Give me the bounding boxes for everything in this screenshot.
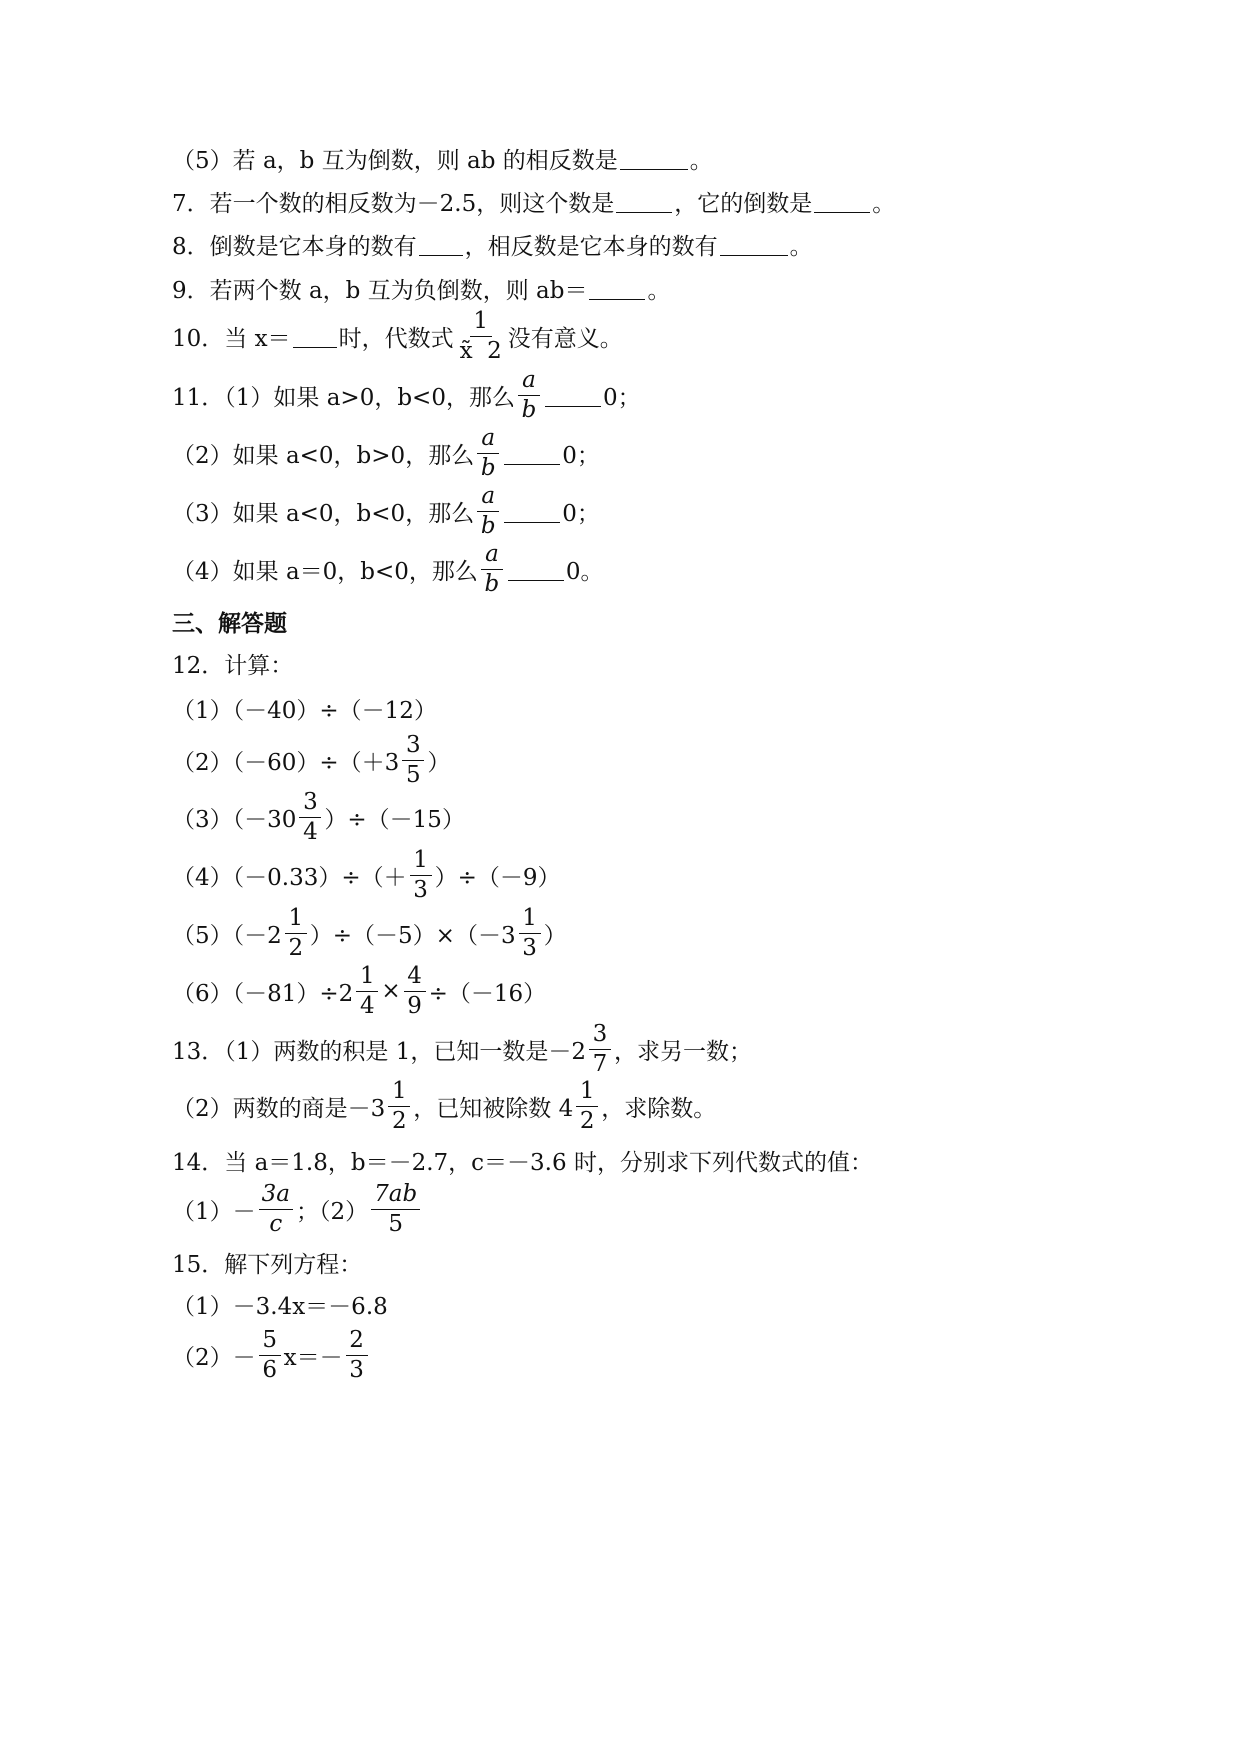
question-10: 10．当 x＝ 时，代数式 $\frac{1}{x̃ 2}$ 没有意义。	[172, 307, 623, 364]
answer-blank	[616, 190, 672, 213]
question-9: 9．若两个数 a，b 互为负倒数，则 ab＝ 。	[172, 277, 671, 304]
question-12-5: （5）（－2 $\frac{1}{2}$ ）÷（－5）×（－3 $\frac{1}{3}$ ）	[172, 904, 567, 961]
fraction: $\frac{a}{b}$	[481, 543, 503, 596]
answer-blank	[720, 233, 788, 256]
question-11-3: （3）如果 a<0，b<0，那么 $\frac{a}{b}$ 0；	[172, 482, 600, 539]
fraction: $\frac{1}{3}$	[410, 849, 432, 902]
answer-blank	[620, 147, 688, 170]
question-12-3: （3）（－30 $\frac{3}{4}$ ）÷（－15）	[172, 788, 465, 845]
fraction: $\frac{3}{7}$	[589, 1023, 611, 1076]
fraction: $\frac{3a}{c}$	[259, 1183, 293, 1236]
question-6-5: （5）若 a，b 互为倒数，则 ab 的相反数是 。	[172, 147, 713, 174]
answer-blank	[589, 277, 645, 300]
fraction: $\frac{a}{b}$	[518, 369, 540, 422]
fraction: $\frac{2}{3}$	[346, 1329, 368, 1382]
question-11-4: （4）如果 a＝0，b<0，那么 $\frac{a}{b}$ 0。	[172, 540, 604, 597]
section-heading: 三、解答题	[172, 610, 287, 637]
fraction: $\frac{4}{9}$	[404, 965, 426, 1018]
answer-blank	[508, 558, 564, 581]
fraction: $\frac{5}{6}$	[259, 1329, 281, 1382]
answer-blank	[545, 384, 601, 407]
fraction: $\frac{1}{2}$	[285, 907, 307, 960]
question-7: 7．若一个数的相反数为－2.5，则这个数是 ，它的倒数是 。	[172, 190, 896, 217]
question-12-1: （1）（－40）÷（－12）	[172, 697, 437, 724]
fraction: $\frac{7ab}{5}$	[371, 1183, 420, 1236]
question-15-1: （1）－3.4x＝－6.8	[172, 1293, 388, 1320]
question-13-2: （2）两数的商是－3 $\frac{1}{2}$ ，已知被除数 4 $\frac{1}{2}$ ，求除数。	[172, 1077, 717, 1134]
answer-blank	[419, 233, 463, 256]
fraction: $\frac{a}{b}$	[477, 485, 499, 538]
answer-blank	[504, 500, 560, 523]
answer-blank	[814, 190, 870, 213]
question-15-2: （2）－ $\frac{5}{6}$ x＝－ $\frac{2}{3}$	[172, 1325, 371, 1385]
question-11-2: （2）如果 a<0，b>0，那么 $\frac{a}{b}$ 0；	[172, 424, 600, 481]
fraction: $\frac{1}{2}$	[576, 1080, 598, 1133]
fraction: $\frac{1}{x̃ 2}$	[459, 307, 502, 364]
question-13-1: 13．（1）两数的积是 1，已知一数是－2 $\frac{3}{7}$ ，求另一数；	[172, 1020, 752, 1077]
question-11-1: 11．（1）如果 a>0，b<0，那么 $\frac{a}{b}$ 0；	[172, 366, 641, 423]
fraction: $\frac{1}{3}$	[519, 907, 541, 960]
answer-blank	[293, 325, 337, 348]
question-12-4: （4）（－0.33）÷（＋ $\frac{1}{3}$ ）÷（－9）	[172, 846, 561, 903]
fraction: $\frac{1}{2}$	[388, 1080, 410, 1133]
question-12-6: （6）（－81）÷2 $\frac{1}{4}$ × $\frac{4}{9}$ ÷（－16）	[172, 962, 547, 1019]
question-8: 8．倒数是它本身的数有 ，相反数是它本身的数有 。	[172, 233, 813, 260]
question-12-2: （2）（－60）÷（＋3 $\frac{3}{5}$ ）	[172, 731, 451, 788]
fraction: $\frac{1}{4}$	[356, 965, 378, 1018]
question-14-1: （1）－ $\frac{3a}{c}$ ；（2） $\frac{7ab}{5}$	[172, 1179, 423, 1239]
question-12: 12．计算：	[172, 652, 294, 679]
fraction: $\frac{3}{5}$	[402, 734, 424, 787]
question-15: 15．解下列方程：	[172, 1251, 363, 1278]
fraction: $\frac{a}{b}$	[477, 427, 499, 480]
fraction: $\frac{3}{4}$	[299, 791, 321, 844]
answer-blank	[504, 442, 560, 465]
question-14: 14．当 a＝1.8，b＝－2.7，c＝－3.6 时，分别求下列代数式的值：	[172, 1149, 873, 1176]
